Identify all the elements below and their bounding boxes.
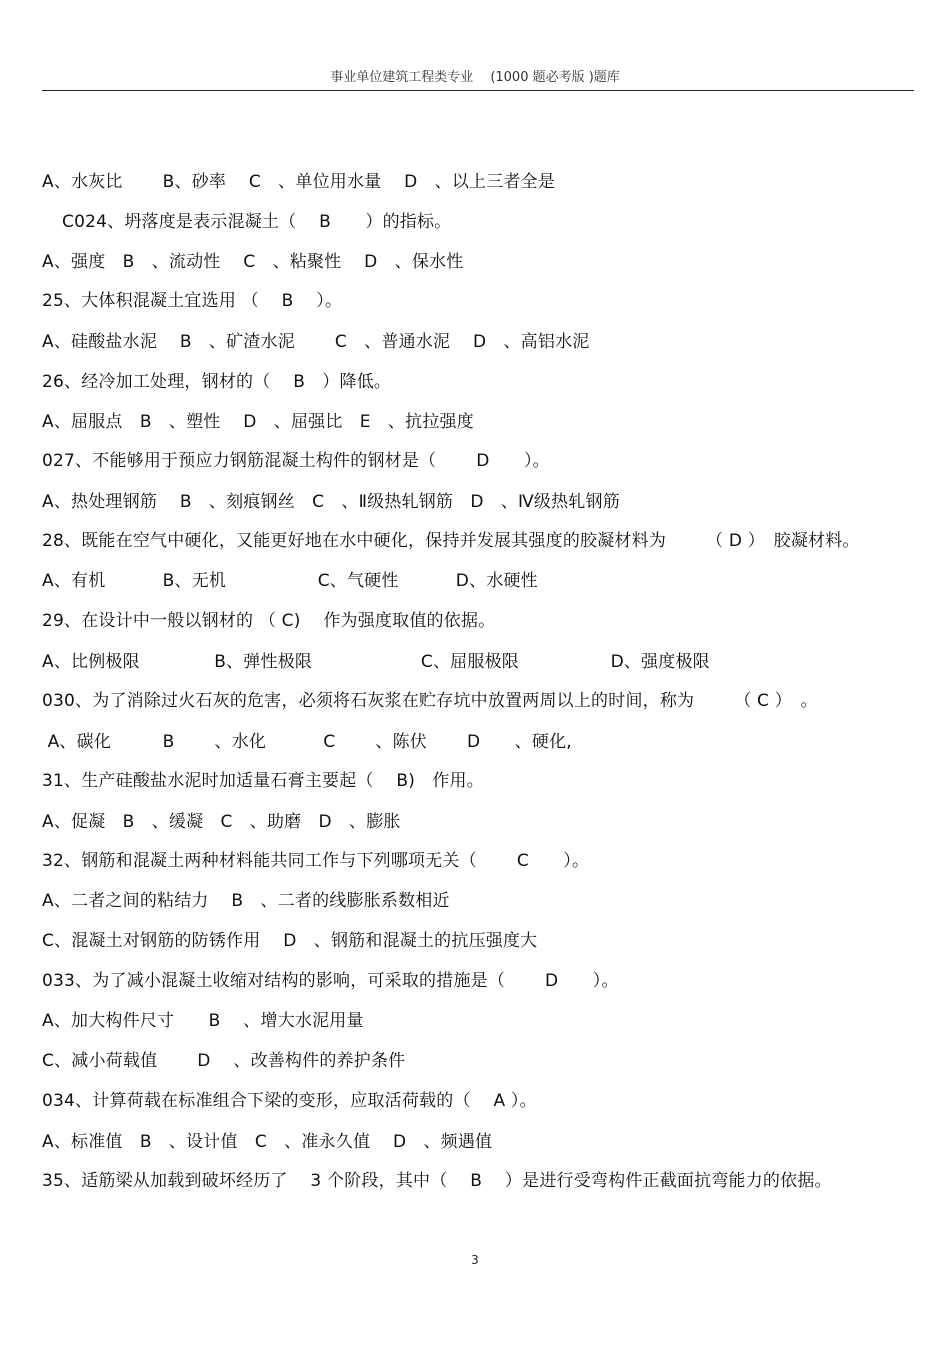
text-line: 034、计算荷载在标准组合下梁的变形，应取活荷载的（ A ）。 <box>42 1091 537 1111</box>
header-divider <box>42 90 914 91</box>
text-line: C024、坍落度是表示混凝土（ B ）的指标。 <box>62 212 452 232</box>
text-line: 027、不能够用于预应力钢筋混凝土构件的钢材是（ D ）。 <box>42 451 550 471</box>
text-line: A、硅酸盐水泥 B 、矿渣水泥 C 、普通水泥 D 、高铝水泥 <box>42 332 590 352</box>
text-line: A、屈服点 B 、塑性 D 、屈强比 E 、抗拉强度 <box>42 412 474 432</box>
text-line: A、有机 B、无机 C、气硬性 D、水硬性 <box>42 571 538 591</box>
text-line: A、碳化 B 、水化 C 、陈伏 D 、硬化, <box>42 732 572 752</box>
text-line: 32、钢筋和混凝土两种材料能共同工作与下列哪项无关（ C ）。 <box>42 851 590 871</box>
text-line: A、加大构件尺寸 B 、增大水泥用量 <box>42 1011 364 1031</box>
text-line: 31、生产硅酸盐水泥时加适量石膏主要起（ B) 作用。 <box>42 771 484 791</box>
text-line: A、强度 B 、流动性 C 、粘聚性 D 、保水性 <box>42 252 464 272</box>
text-line: 25、大体积混凝土宜选用 （ B ）。 <box>42 291 343 311</box>
text-line: C、混凝土对钢筋的防锈作用 D 、钢筋和混凝土的抗压强度大 <box>42 931 538 951</box>
page-number: 3 <box>471 1253 479 1267</box>
text-line: A、热处理钢筋 B 、刻痕钢丝 C 、Ⅱ级热轧钢筋 D 、Ⅳ级热轧钢筋 <box>42 492 620 512</box>
text-line: 030、为了消除过火石灰的危害，必须将石灰浆在贮存坑中放置两周以上的时间，称为 （ C ） 。 <box>42 691 818 711</box>
text-line: A、标准值 B 、设计值 C 、准永久值 D 、频遇值 <box>42 1132 493 1152</box>
text-line: 28、既能在空气中硬化，又能更好地在水中硬化，保持并发展其强度的胶凝材料为 （ D ） 胶凝材料。 <box>42 531 860 551</box>
text-line: 033、为了减小混凝土收缩对结构的影响，可采取的措施是（ D ）。 <box>42 971 619 991</box>
text-line: A、比例极限 B、弹性极限 C、屈服极限 D、强度极限 <box>42 652 710 672</box>
page-header: 事业单位建筑工程类专业 (1000 题必考版 )题库 <box>330 70 620 85</box>
text-line: 35、适筋梁从加载到破坏经历了 3 个阶段，其中（ B ）是进行受弯构件正截面抗弯能力的依据。 <box>42 1171 832 1191</box>
text-line: A、水灰比 B、砂率 C 、单位用水量 D 、以上三者全是 <box>42 172 556 192</box>
text-line: 26、经冷加工处理，钢材的（ B ）降低。 <box>42 372 392 392</box>
text-line: A、促凝 B 、缓凝 C 、助磨 D 、膨胀 <box>42 812 401 832</box>
text-line: 29、在设计中一般以钢材的 （ C) 作为强度取值的依据。 <box>42 611 496 631</box>
text-line: C、减小荷载值 D 、改善构件的养护条件 <box>42 1051 406 1071</box>
text-line: A、二者之间的粘结力 B 、二者的线膨胀系数相近 <box>42 891 450 911</box>
